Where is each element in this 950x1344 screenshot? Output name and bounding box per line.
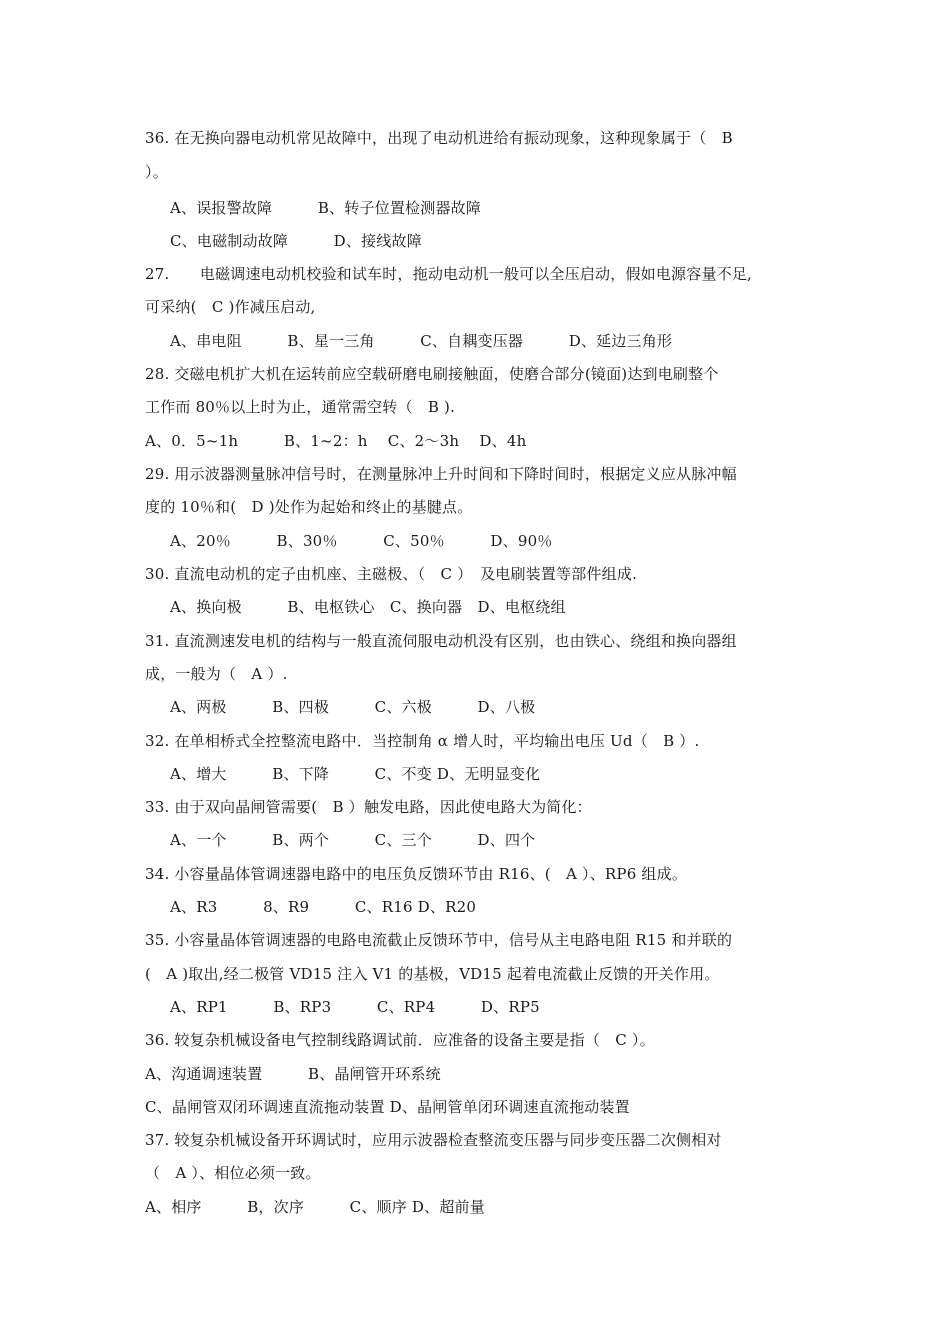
question-36-a-options-2: C、电磁制动故障 D、接线故障 [170, 232, 422, 250]
question-31-text: 31. 直流测速发电机的结构与一般直流伺服电动机没有区别，也由铁心、绕组和换向器组 [145, 632, 737, 650]
question-29-options: A、20％ B、30％ C、50％ D、90％ [170, 532, 553, 550]
question-30-text: 30. 直流电动机的定子由机座、主磁极、（ C ） 及电刷装置等部件组成. [145, 565, 638, 583]
question-30-options: A、换向极 B、电枢铁心 C、换向器 D、电枢绕组 [170, 598, 566, 616]
question-36-a-text-cont: ）。 [145, 163, 168, 181]
question-29-text: 29. 用示波器测量脉冲信号时，在测量脉冲上升时间和下降时间时，根据定义应从脉冲幅 [145, 465, 737, 483]
question-32-options: A、增大 B、下降 C、不变 D、无明显变化 [170, 765, 541, 783]
question-36-b-options-1: A、沟通调速装置 B、晶闸管开环系统 [145, 1065, 441, 1083]
question-36-a-text: 36. 在无换向器电动机常见故障中，出现了电动机进给有振动现象，这种现象属于（ B [145, 129, 733, 147]
question-33-text: 33. 由于双向晶闸管需要( B ）触发电路，因此使电路大为简化： [145, 798, 592, 816]
question-31-options: A、两极 B、四极 C、六极 D、八极 [170, 698, 536, 716]
question-28-text-cont: 工作而 80％以上时为止，通常需空转（ B ). [145, 398, 456, 416]
question-34-text: 34. 小容量晶体管调速器电路中的电压负反馈环节由 R16、( A ）、RP6 组成。 [145, 865, 688, 883]
question-27-text-cont: 可采纳( C )作减压启动, [145, 298, 316, 316]
question-35-text-cont: ( A )取出,经二极管 VD15 注入 V1 的基极，VD15 起着电流截止反馈的开关作用。 [145, 965, 720, 983]
question-27-text: 27. 电磁调速电动机校验和试车时，拖动电动机一般可以全压启动，假如电源容量不足, [145, 265, 753, 283]
question-29-text-cont: 度的 10％和( D )处作为起始和终止的基腱点。 [145, 498, 473, 516]
question-37-text: 37. 较复杂机械设备开环调试时，应用示波器检查整流变压器与同步变压器二次侧相对 [145, 1131, 722, 1149]
question-36-a-options-1: A、误报警故障 B、转子位置检测器故障 [170, 199, 482, 217]
question-31-text-cont: 成，一般为（ A ）. [145, 665, 288, 683]
question-37-options: A、相序 B，次序 C、顺序 D、超前量 [145, 1198, 485, 1216]
question-28-options: A、0．5~1h B、1~2：h C、2～3h D、4h [145, 432, 527, 450]
question-27-options: A、串电阻 B、星一三角 C、自耦变压器 D、延边三角形 [170, 332, 673, 350]
question-36-b-options-2: C、晶闸管双闭环调速直流拖动装置 D、晶闸管单闭环调速直流拖动装置 [145, 1098, 630, 1116]
question-37-text-cont: （ A ）、相位必须一致。 [145, 1164, 321, 1182]
question-28-text: 28. 交磁电机扩大机在运转前应空载研磨电刷接触面，使磨合部分(镜面)达到电刷整个 [145, 365, 719, 383]
question-35-options: A、RP1 B、RP3 C、RP4 D、RP5 [170, 998, 540, 1016]
question-36-b-text: 36. 较复杂机械设备电气控制线路调试前．应准备的设备主要是指（ C ）。 [145, 1031, 655, 1049]
question-35-text: 35. 小容量晶体管调速器的电路电流截止反馈环节中，信号从主电路电阻 R15 和并联的 [145, 931, 733, 949]
question-34-options: A、R3 8、R9 C、R16 D、R20 [170, 898, 477, 916]
question-33-options: A、一个 B、两个 C、三个 D、四个 [170, 831, 536, 849]
question-32-text: 32. 在单相桥式全控整流电路中．当控制角 α 增人时，平均输出电压 Ud（ B ）. [145, 732, 700, 750]
